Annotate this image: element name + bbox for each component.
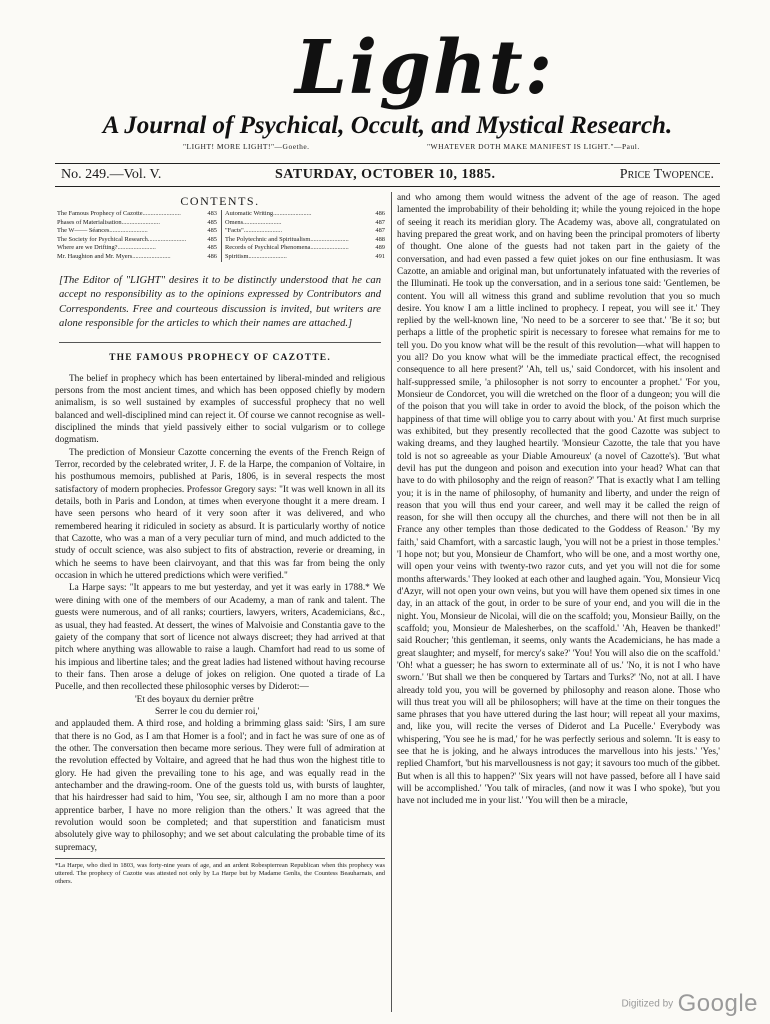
article-paragraph: The prediction of Monsieur Cazotte concerning the events of the French Reign of Terror, recorded by the celebrated writer, J. F. de la Harpe, the companion of Voltaire, in his posthumous memoirs, published at Paris, 1806, is in several respects the most satisfactory of modern prophecies. Professor Gregory says: "It was well known in all its details, both in Paris and London, at times when everyone thought it a mere dream. I have seen persons who heard of it very soon after it was delivered, and who remembered hearing it ridiculed in society as absurd. It is particularly worthy of notice that Cazotte, who was a man of a very peculiar turn of mind, and much addicted to the study of occult science, was also subject to fits of abstraction, reverie or dreaming, in which he seems to have been clairvoyant, and that this was far from being the only occasion in which he uttered predictions which were verified.": [55, 447, 385, 582]
contents-entry[interactable]: The Famous Prophecy of Cazotte ........................ 483: [57, 210, 217, 217]
contents-entry[interactable]: Automatic Writing ........................ 486: [225, 210, 385, 217]
mottos: [55, 142, 720, 156]
contents-list-left: [57, 210, 222, 262]
contents-table: [55, 210, 385, 266]
issue-bar: [55, 163, 720, 187]
verse-line: Serrer le cou du dernier roi,': [155, 706, 260, 717]
contents-entry[interactable]: Spiritism ........................ 491: [225, 252, 385, 260]
contents-heading: CONTENTS.: [180, 194, 260, 208]
contents-entry[interactable]: Where are we Drifting? ........................ 485: [57, 244, 217, 252]
contents-entry[interactable]: Phases of Materialisation ........................ 485: [57, 218, 217, 226]
verse-line: 'Et des boyaux du dernier prêtre: [135, 694, 254, 705]
editor-disclaimer: [The Editor of "LIGHT" desires it to be distinctly understood that he can accept no responsibility as to the opinions expressed by Contributors and Correspondents. Free and courteous discussion is invited, but writers are alone responsible for the articles to which their names are attached.]: [59, 274, 381, 343]
article-heading: THE FAMOUS PROPHECY OF CAZOTTE.: [109, 352, 331, 363]
footnote: *La Harpe, who died in 1803, was forty-nine years of age, and an ardent Robespierrean Republican when this prophecy was uttered. The prophecy of Cazotte was attested not only by La Harpe but by Madame Genlis, the Countess Beauharnais, and others.: [55, 858, 385, 885]
article-continuation: and who among them would witness the advent of the age of reason. The aged lamented the improbability of their beholding it; while the young rejoiced in the hope of seeing it reach its meridian glory. The Academy was, above all, congratulated on having prepared the great work, and on having been the principal promoters of liberty of thought. One alone of the guests had not taken part in the gaiety of the conversation, and had even passed a few quiet jokes on our fine enthusiasm. It was Cazotte, an amiable and original man, but unfortunately infatuated with the reveries of the Illuminati. He took up the conversation, and in a serious tone said: 'Gentlemen, be content. You will all witness this grand and sublime revolution that you so much desire. You know I am a little inclined to prophecy. I repeat, you will see it.' They replied by the well-known line, 'No need to be a sorcerer to see that.' 'Be it so; but perhaps a little of the prophetic spirit is necessary to foresee what remains for me to tell you. Do you know what will be the result of this revolution—what will happen to you all? Do you know what will be the immediate practical effect, the recognised consequence to all here present?' 'Ah, tell us,' said Condorcet, with his insolent and half-suppressed smile, 'a philosopher is not sorry to encounter a prophet.' 'For you, Monsieur de Condorcet, you will die wretched on the floor of a dungeon; you will die of the poison that you will take in order to avoid the block, of the poison which the happiness of that time will oblige you to carry about with you.' At first much surprise was exhibited, but they presently recollected that the good Cazotte was subject to waking dreams, and they laughed heartily. 'Monsieur Cazotte, the tale that you have told is not so agreeable as your Diable Amoureux' (a novel of Cazotte's). 'But what devil has put the dungeon and poison and execution into your head? What can that have to do with philosophy and the reign of reason?' 'That is exactly what I am telling you; it is in the name of philosophy, of humanity and liberty, and under the reign of reason that you will thus end your career, and well may it be called the reign of reason, for she will then occupy all the churches, and there will not then be in all France any other temples than those dedicated to the Goddess of Reason.' 'By my faith,' said Chamfort, with a sarcastic laugh, 'you will not be a priest in those temples.' 'I hope not; but you, Monsieur de Chamfort, who will be one, and a most worthy one, will open your veins with twenty-two razor cuts, and yet you will not die for some months afterwards.' They looked at each other and laughed again. 'You, Monsieur Vicq d'Azyr, will not open your own veins, but you will have them opened six times in one day, in an attack of the gout, in order to be sure of your end, and you will die in the night. You, Monsieur de Nicolai, will die on the scaffold; you, Monsieur Bailly, on the scaffold; you, Monsieur de Malesherbes, on the scaffold.' 'Ah, Heaven be thanked!' said Roucher; 'this gentleman, it seems, only wants the Academicians, he has made a great slaughter; and myself, for mercy's sake?' 'You! You will also die on the scaffold.' 'Oh! what a guesser; he has sworn to exterminate all of us.' 'No, it is not I who have sworn.' 'But shall we then be conquered by Tartars and Turks?' 'No, not at all. I have already told you, you will be governed by philosophy and reason alone. Those who will thus treat you will all be philosophers; will have at the time on their tongues the same phrases that you have uttered during the last hour; will repeat all your maxims, and, like you, will recite the verses of Diderot and La Pucelle.' Everybody was whispering, 'You see he is mad,' for he was perfectly serious and solemn. 'It is easy to see that he is joking, and he always introduces the marvellous into his jests.' 'Yes,' replied Chamfort, 'but his marvellousness is not gay; it savours too much of the gibbet. But when is all this to happen?' 'Six years will not have passed, before all I have said will be accomplished.' 'You talk of miracles, (and now it was I who spoke), 'but you have not included me in your list.' 'You will then be a miracle,: [397, 193, 720, 807]
contents-entry[interactable]: Mr. Haughton and Mr. Myers ........................ 486: [57, 252, 217, 260]
issue-date: SATURDAY, OCTOBER 10, 1885.: [275, 167, 496, 182]
contents-entry[interactable]: Omens ........................ 487: [225, 218, 385, 226]
google-logo: Google: [677, 990, 758, 1017]
column-divider: [391, 192, 392, 1012]
article-paragraph: The belief in prophecy which has been entertained by liberal-minded and religious persons from the most ancient times, and which has been opposed chiefly by modern animalism, is so well sustained by examples of successful prophecy that no well balanced and well-disciplined mind can reject it. Of course we cannot recognise as well-disciplined the minds that yield passively either to social vulgarism or to college dogmatism.: [55, 373, 385, 446]
contents-entry[interactable]: The Polytechnic and Spiritualism ........................ 488: [225, 235, 385, 243]
newspaper-page: [55, 0, 720, 1024]
article-paragraph: La Harpe says: "It appears to me but yesterday, and yet it was early in 1788.* We were dining with one of the members of our Academy, a man of rank and talent. The guests were numerous, and of all ranks; courtiers, lawyers, writers, Academicians, &c., as usual, they had feasted. At dessert, the wines of Malvoisie and Constantia gave to the gaiety of the company that sort of licence not always discreet; they had arrived at that pitch where anything was allowable to raise a laugh. Chamfort had read to us some of his impious and libertine tales; and the great ladies had listened without having recourse to their fans. Then arose a deluge of jokes on religion. One quoted a tirade of La Pucelle, and then recollected these philosophic verses by Diderot:—: [55, 583, 385, 693]
contents-entry[interactable]: The W—— Séances ........................ 485: [57, 227, 217, 235]
article-paragraph: and applauded them. A third rose, and holding a brimming glass said: 'Sirs, I am sure that there is no God, as I am that Homer is a fool'; and in fact he was sure of one as of the other. The conversation then became more serious. They were full of admiration at the revolution effected by Voltaire, and agreed that he had thus won the highest title to glory. He had given the prevailing tone to his age, and was equally read in the antechamber and the drawing-room. One of the guests told us, with bursts of laughter, that his hairdresser had said to him, 'You see, sir, although I am no more than a poor apprentice barber, I have no more religion than the others.' It was agreed that the revolution would soon be completed; and that superstition and fanaticism must absolutely give way to philosophy; and we set about calculating the probable time of its supremacy,: [55, 719, 385, 853]
issue-number: No. 249.—Vol. V.: [61, 167, 162, 182]
contents-entry[interactable]: Records of Psychical Phenomena ........................ 489: [225, 244, 385, 252]
contents-list-right: [225, 210, 385, 262]
contents-entry[interactable]: The Society for Psychical Research ........................ 485: [57, 235, 217, 243]
right-column: [397, 192, 720, 808]
watermark-prefix: Digitized by: [621, 998, 674, 1010]
left-column: [55, 194, 385, 885]
masthead-subtitle: A Journal of Psychical, Occult, and Mystical Research.: [102, 112, 673, 139]
issue-price: Price Twopence.: [619, 167, 714, 182]
masthead: [55, 25, 720, 118]
masthead-title: Light:: [295, 25, 555, 111]
motto-left: "LIGHT! MORE LIGHT!"—Goethe.: [183, 142, 310, 151]
contents-entry[interactable]: "Facts" ........................ 487: [225, 227, 385, 235]
motto-right: "WHATEVER DOTH MAKE MANIFEST IS LIGHT."—Paul.: [427, 142, 640, 151]
google-watermark: [621, 990, 758, 1018]
